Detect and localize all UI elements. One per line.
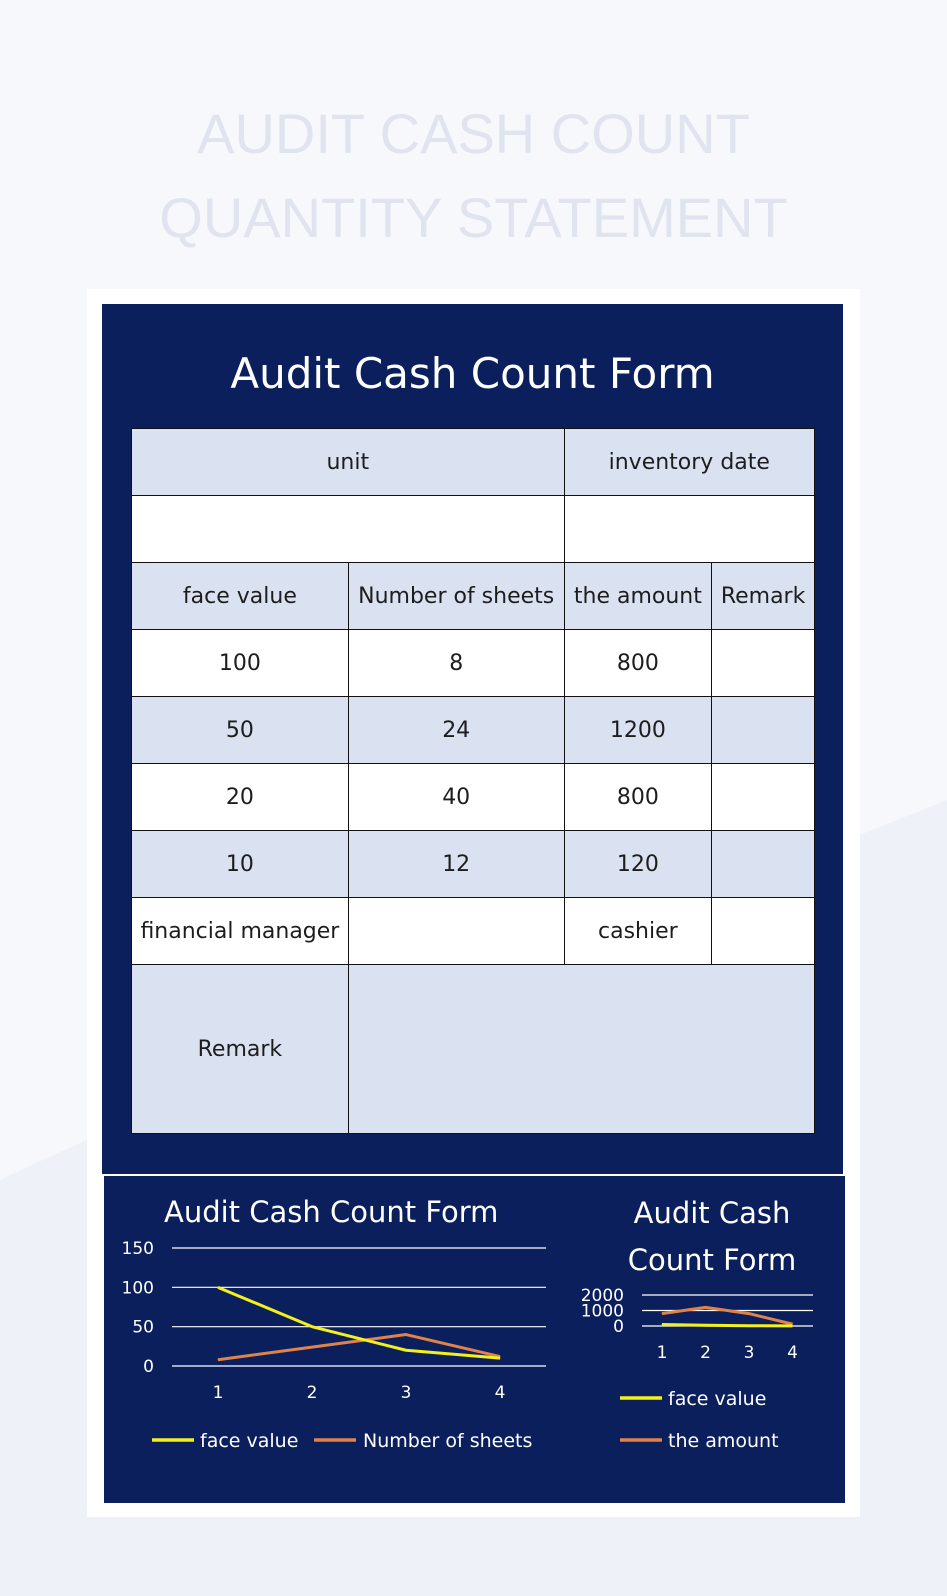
y-tick-label: 0 bbox=[613, 1317, 624, 1337]
table-row bbox=[132, 630, 815, 697]
amount-cell: 1200 bbox=[564, 697, 712, 764]
x-tick-label: 4 bbox=[787, 1343, 798, 1363]
data-point bbox=[406, 1350, 407, 1351]
charts-panel bbox=[104, 1176, 845, 1503]
table-row bbox=[132, 831, 815, 898]
chart-2-title-line-1: Audit Cash bbox=[633, 1196, 791, 1230]
cashier-signature-cell[interactable] bbox=[712, 898, 815, 965]
amount-cell: 800 bbox=[564, 764, 712, 831]
x-tick-label: 3 bbox=[400, 1383, 412, 1403]
data-point bbox=[705, 1307, 706, 1308]
y-tick-label: 1000 bbox=[580, 1301, 624, 1322]
data-point bbox=[500, 1358, 501, 1359]
data-point bbox=[312, 1326, 313, 1327]
header-row bbox=[132, 429, 815, 496]
col-the-amount: the amount bbox=[564, 563, 712, 630]
page-title-line-2: QUANTITY STATEMENT bbox=[159, 186, 788, 249]
x-tick-label: 2 bbox=[306, 1383, 318, 1403]
x-tick-label: 4 bbox=[494, 1383, 506, 1403]
y-tick-label: 100 bbox=[121, 1278, 154, 1299]
data-point bbox=[312, 1347, 313, 1348]
legend-label: face value bbox=[200, 1430, 299, 1452]
audit-cash-table bbox=[131, 428, 815, 1134]
column-header-row bbox=[132, 563, 815, 630]
legend-label: Number of sheets bbox=[363, 1430, 533, 1452]
face-value-cell: 20 bbox=[132, 764, 349, 831]
cashier-label: cashier bbox=[564, 898, 712, 965]
face-value-cell: 50 bbox=[132, 697, 349, 764]
remark-label: Remark bbox=[132, 965, 349, 1134]
col-number-of-sheets: Number of sheets bbox=[348, 563, 564, 630]
form-title: Audit Cash Count Form bbox=[230, 349, 715, 398]
col-remark: Remark bbox=[712, 563, 815, 630]
face-value-cell: 10 bbox=[132, 831, 349, 898]
x-tick-label: 1 bbox=[656, 1343, 668, 1363]
data-point bbox=[749, 1313, 750, 1314]
data-point bbox=[705, 1325, 706, 1326]
x-tick-label: 2 bbox=[700, 1343, 711, 1363]
y-tick-label: 0 bbox=[143, 1357, 154, 1377]
legend-label: the amount bbox=[668, 1430, 779, 1452]
unit-value-cell[interactable] bbox=[132, 496, 565, 563]
unit-label: unit bbox=[132, 429, 565, 496]
table-row bbox=[132, 697, 815, 764]
face-value-cell: 100 bbox=[132, 630, 349, 697]
data-point bbox=[662, 1324, 663, 1325]
chart-2-title-line-2: Count Form bbox=[627, 1243, 797, 1277]
financial-manager-label: financial manager bbox=[132, 898, 349, 965]
data-point bbox=[218, 1359, 219, 1360]
amount-cell: 800 bbox=[564, 630, 712, 697]
y-tick-label: 150 bbox=[121, 1239, 154, 1259]
remark-row bbox=[132, 965, 815, 1134]
sheets-cell: 12 bbox=[348, 831, 564, 898]
data-point bbox=[406, 1334, 407, 1335]
page-title-line-1: AUDIT CASH COUNT bbox=[197, 102, 750, 165]
inventory-date-value-cell[interactable] bbox=[564, 496, 814, 563]
x-tick-label: 3 bbox=[743, 1343, 755, 1363]
col-face-value: face value bbox=[132, 563, 349, 630]
inventory-date-label: inventory date bbox=[564, 429, 814, 496]
remark-cell[interactable] bbox=[712, 630, 815, 697]
series-line-face-value bbox=[662, 1324, 793, 1325]
amount-cell: 120 bbox=[564, 831, 712, 898]
remark-cell[interactable] bbox=[712, 831, 815, 898]
remark-cell[interactable] bbox=[712, 697, 815, 764]
header-values-row bbox=[132, 496, 815, 563]
legend-label: face value bbox=[668, 1388, 767, 1410]
data-point bbox=[662, 1313, 663, 1314]
remark-input-area[interactable] bbox=[348, 965, 814, 1134]
financial-manager-signature-cell[interactable] bbox=[348, 898, 564, 965]
sheets-cell: 24 bbox=[348, 697, 564, 764]
data-point bbox=[218, 1287, 219, 1288]
sheets-cell: 8 bbox=[348, 630, 564, 697]
y-tick-label: 2000 bbox=[580, 1286, 624, 1306]
audit-form-panel bbox=[102, 304, 843, 1174]
y-tick-label: 50 bbox=[132, 1317, 154, 1338]
sheets-cell: 40 bbox=[348, 764, 564, 831]
chart-1-title: Audit Cash Count Form bbox=[164, 1195, 499, 1229]
signature-row bbox=[132, 898, 815, 965]
data-point bbox=[792, 1325, 793, 1326]
data-point bbox=[749, 1325, 750, 1326]
table-row bbox=[132, 764, 815, 831]
page-title bbox=[0, 92, 947, 260]
remark-cell[interactable] bbox=[712, 764, 815, 831]
line-charts bbox=[104, 1176, 845, 1503]
x-tick-label: 1 bbox=[212, 1383, 224, 1403]
